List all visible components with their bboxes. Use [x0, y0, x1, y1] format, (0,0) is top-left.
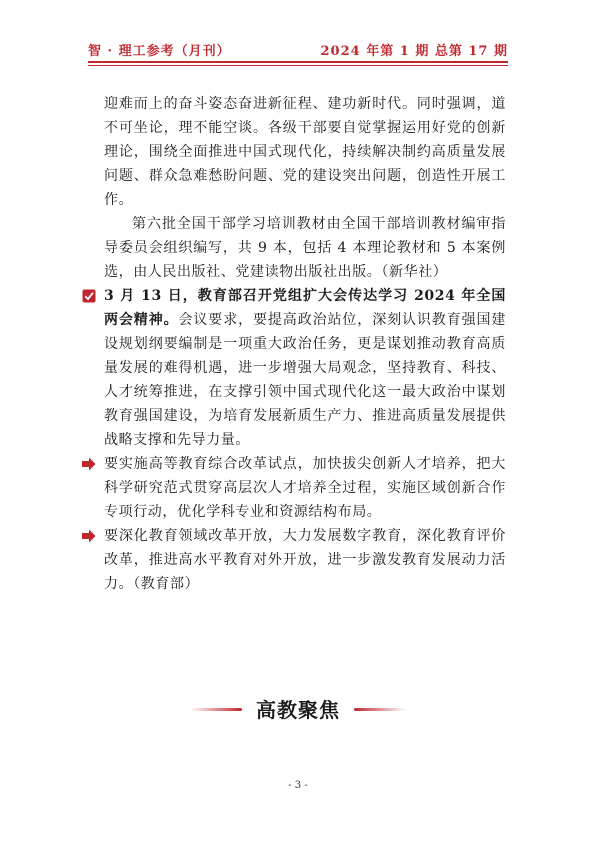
- red-arrow-icon: [82, 529, 96, 543]
- section-ornament-right: [354, 708, 406, 711]
- section-ornament-left: [190, 708, 242, 711]
- red-arrow-icon: [82, 457, 96, 471]
- red-checkbox-icon: [82, 289, 96, 303]
- news-item: [104, 452, 506, 524]
- header-rule-thin: [88, 65, 508, 66]
- section-title: 高教聚焦: [256, 698, 340, 722]
- news-item: [104, 524, 506, 596]
- issue-info: 2024 年第 1 期 总第 17 期: [320, 44, 508, 59]
- news-item-headline: 3 月 13 日，教育部召开党组扩大会传达学习 2024 年全国两会精神。: [104, 288, 506, 328]
- page-number: - 3 -: [288, 780, 308, 791]
- paragraph: 第六批全国干部学习培训教材由全国干部培训教材编审指导委员会组织编写，共 9 本，包括 4 本理论教材和 5 本案例选，由人民出版社、党建读物出版社出版。（新华社）: [104, 216, 506, 280]
- header-rule: [88, 61, 508, 63]
- news-item-text: 要深化教育领域改革开放，大力发展数字教育，深化教育评价改革，推进高水平教育对外开放，进一步激发教育发展动力活力。（教育部）: [104, 528, 506, 592]
- news-item: [104, 284, 506, 452]
- journal-title: 智 · 理工参考（月刊）: [88, 44, 231, 59]
- page-header: [88, 40, 508, 64]
- article-body: [104, 92, 506, 596]
- news-item-text: [104, 284, 506, 452]
- news-item-body: 会议要求，要提高政治站位，深刻认识教育强国建设规划纲要编制是一项重大政治任务，更是谋划推动教育高质量发展的难得机遇，进一步增强大局观念，坚持教育、科技、人才统筹推进，在支撑引领中国式现代化这一最大政治中谋划教育强国建设，为培育发展新质生产力、推进高质量发展提供战略支撑和先导力量。: [104, 312, 506, 448]
- paragraph: 迎难而上的奋斗姿态奋进新征程、建功新时代。同时强调，道不可坐论，理不能空谈。各级干部要自觉掌握运用好党的创新理论，围绕全面推进中国式现代化，持续解决制约高质量发展问题、群众急难愁盼问题、党的建设突出问题，创造性开展工作。: [104, 96, 506, 208]
- section-heading: [190, 694, 406, 724]
- news-item-text: 要实施高等教育综合改革试点，加快拔尖创新人才培养，把大科学研究范式贯穿高层次人才培养全过程，实施区域创新合作专项行动，优化学科专业和资源结构布局。: [104, 456, 506, 520]
